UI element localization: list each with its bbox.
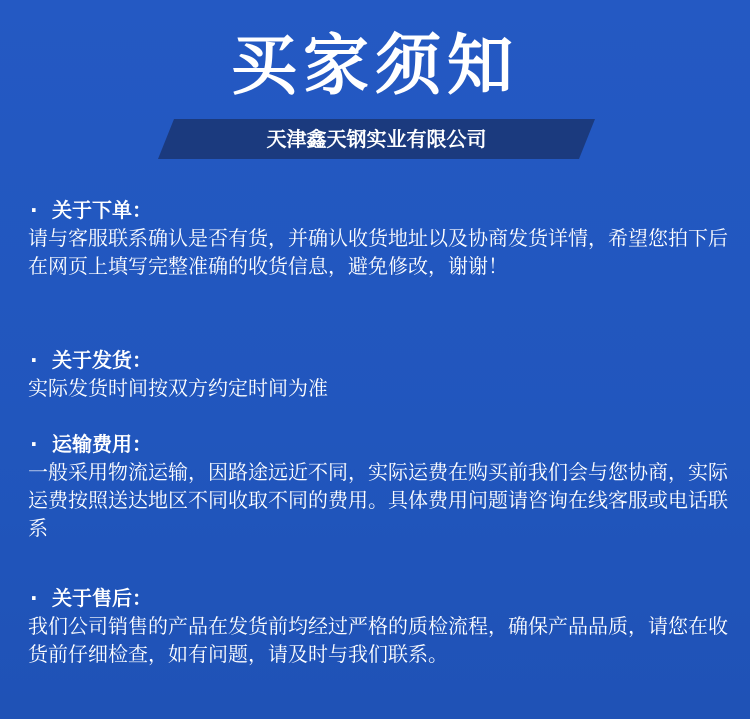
bullet-icon: · (30, 586, 38, 610)
section-ordering (30, 196, 730, 280)
company-name: 天津鑫天钢实业有限公司 (266, 127, 487, 151)
section-body-after-sales: 我们公司销售的产品在发货前均经过严格的质检流程，确保产品品质，请您在收货前仔细检查，如有问题，请及时与我们联系。 (28, 614, 728, 666)
section-title-freight: 运输费用： (52, 432, 152, 456)
page-title: 买家须知 (231, 27, 519, 104)
section-title-after-sales: 关于售后： (52, 586, 152, 610)
section-body-shipping: 实际发货时间按双方约定时间为准 (28, 376, 328, 400)
section-title-shipping: 关于发货： (52, 348, 152, 372)
section-body-ordering: 请与客服联系确认是否有货，并确认收货地址以及协商发货详情，希望您拍下后在网页上填写完整准确的收货信息，避免修改，谢谢！ (28, 226, 728, 278)
bullet-icon: · (30, 432, 38, 456)
bullet-icon: · (30, 198, 38, 222)
section-title-ordering: 关于下单： (52, 198, 152, 222)
section-after-sales (30, 584, 730, 668)
section-freight (30, 430, 730, 542)
bullet-icon: · (30, 348, 38, 372)
section-body-freight: 一般采用物流运输，因路途远近不同，实际运费在购买前我们会与您协商，实际运费按照送达地区不同收取不同的费用。具体费用问题请咨询在线客服或电话联系 (28, 460, 728, 540)
section-shipping (30, 346, 730, 402)
